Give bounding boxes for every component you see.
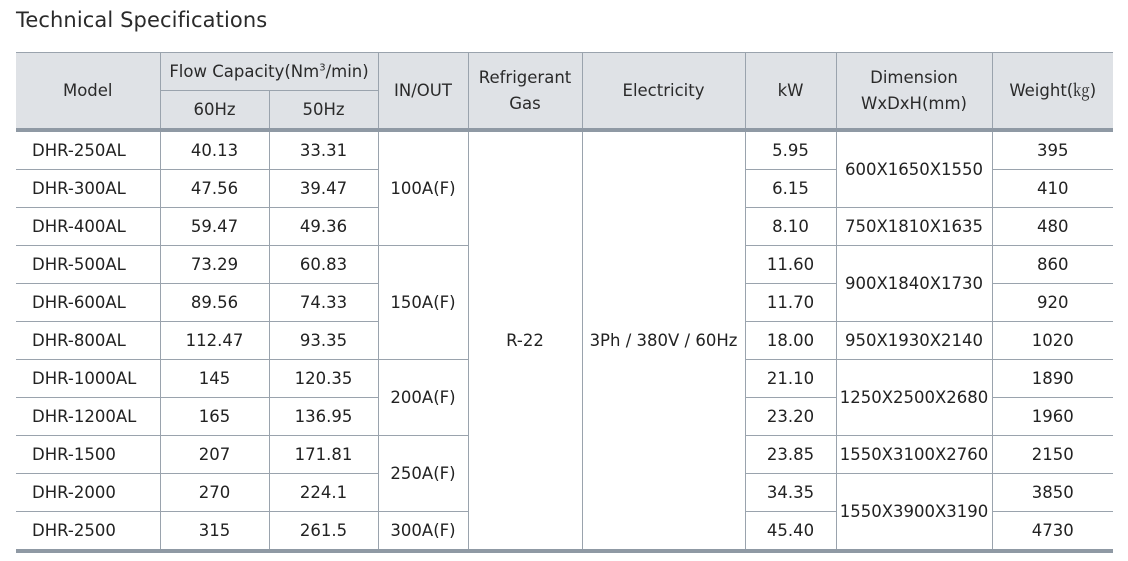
dimension-cell: 950X1930X2140 <box>836 322 992 360</box>
model-cell: DHR-2500 <box>16 512 160 552</box>
flow-50hz-cell: 60.83 <box>269 246 378 284</box>
dimension-cell: 750X1810X1635 <box>836 208 992 246</box>
electricity-cell: 3Ph / 380V / 60Hz <box>582 130 745 551</box>
kw-cell: 5.95 <box>745 130 836 170</box>
model-cell: DHR-500AL <box>16 246 160 284</box>
inout-cell: 300A(F) <box>378 512 468 552</box>
inout-cell: 150A(F) <box>378 246 468 360</box>
dimension-cell: 1550X3100X2760 <box>836 436 992 474</box>
weight-cell: 3850 <box>992 474 1113 512</box>
dimension-cell: 900X1840X1730 <box>836 246 992 322</box>
kw-cell: 21.10 <box>745 360 836 398</box>
weight-cell: 410 <box>992 170 1113 208</box>
weight-cell: 4730 <box>992 512 1113 552</box>
model-cell: DHR-300AL <box>16 170 160 208</box>
table-row <box>16 130 1113 170</box>
model-cell: DHR-800AL <box>16 322 160 360</box>
kw-cell: 8.10 <box>745 208 836 246</box>
flow-50hz-cell: 171.81 <box>269 436 378 474</box>
flow-50hz-cell: 33.31 <box>269 130 378 170</box>
header-weight: Weight(㎏) <box>992 53 1113 131</box>
weight-cell: 860 <box>992 246 1113 284</box>
flow-60hz-cell: 112.47 <box>160 322 269 360</box>
header-inout: IN/OUT <box>378 53 468 131</box>
model-cell: DHR-1200AL <box>16 398 160 436</box>
model-cell: DHR-400AL <box>16 208 160 246</box>
header-flow-capacity: Flow Capacity(Nm$^3$/min) <box>160 53 378 91</box>
header-model: Model <box>16 53 160 131</box>
weight-cell: 1890 <box>992 360 1113 398</box>
dimension-cell: 600X1650X1550 <box>836 130 992 208</box>
dimension-cell: 1250X2500X2680 <box>836 360 992 436</box>
flow-60hz-cell: 89.56 <box>160 284 269 322</box>
header-60hz: 60Hz <box>160 91 269 131</box>
header-kw: kW <box>745 53 836 131</box>
flow-50hz-cell: 49.36 <box>269 208 378 246</box>
weight-cell: 2150 <box>992 436 1113 474</box>
header-electricity: Electricity <box>582 53 745 131</box>
page-title: Technical Specifications <box>16 8 268 32</box>
weight-cell: 920 <box>992 284 1113 322</box>
flow-50hz-cell: 93.35 <box>269 322 378 360</box>
flow-60hz-cell: 47.56 <box>160 170 269 208</box>
flow-60hz-cell: 207 <box>160 436 269 474</box>
weight-cell: 1020 <box>992 322 1113 360</box>
inout-cell: 200A(F) <box>378 360 468 436</box>
flow-50hz-cell: 136.95 <box>269 398 378 436</box>
inout-cell: 250A(F) <box>378 436 468 512</box>
flow-50hz-cell: 39.47 <box>269 170 378 208</box>
kw-cell: 23.20 <box>745 398 836 436</box>
kw-cell: 11.70 <box>745 284 836 322</box>
flow-60hz-cell: 40.13 <box>160 130 269 170</box>
flow-50hz-cell: 224.1 <box>269 474 378 512</box>
spec-table <box>16 52 1113 553</box>
flow-50hz-cell: 261.5 <box>269 512 378 552</box>
flow-60hz-cell: 270 <box>160 474 269 512</box>
model-cell: DHR-250AL <box>16 130 160 170</box>
flow-50hz-cell: 74.33 <box>269 284 378 322</box>
kw-cell: 11.60 <box>745 246 836 284</box>
model-cell: DHR-600AL <box>16 284 160 322</box>
flow-60hz-cell: 59.47 <box>160 208 269 246</box>
kw-cell: 23.85 <box>745 436 836 474</box>
kw-cell: 45.40 <box>745 512 836 552</box>
flow-50hz-cell: 120.35 <box>269 360 378 398</box>
model-cell: DHR-1000AL <box>16 360 160 398</box>
header-row <box>16 53 1113 91</box>
inout-cell: 100A(F) <box>378 130 468 246</box>
weight-cell: 395 <box>992 130 1113 170</box>
dimension-cell: 1550X3900X3190 <box>836 474 992 552</box>
kw-cell: 6.15 <box>745 170 836 208</box>
kw-cell: 18.00 <box>745 322 836 360</box>
flow-60hz-cell: 145 <box>160 360 269 398</box>
weight-cell: 1960 <box>992 398 1113 436</box>
flow-60hz-cell: 73.29 <box>160 246 269 284</box>
refrigerant-cell: R-22 <box>468 130 582 551</box>
model-cell: DHR-2000 <box>16 474 160 512</box>
model-cell: DHR-1500 <box>16 436 160 474</box>
kw-cell: 34.35 <box>745 474 836 512</box>
flow-60hz-cell: 315 <box>160 512 269 552</box>
header-dimension: Dimension WxDxH(mm) <box>836 53 992 131</box>
weight-cell: 480 <box>992 208 1113 246</box>
header-refrigerant: Refrigerant Gas <box>468 53 582 131</box>
header-50hz: 50Hz <box>269 91 378 131</box>
flow-60hz-cell: 165 <box>160 398 269 436</box>
